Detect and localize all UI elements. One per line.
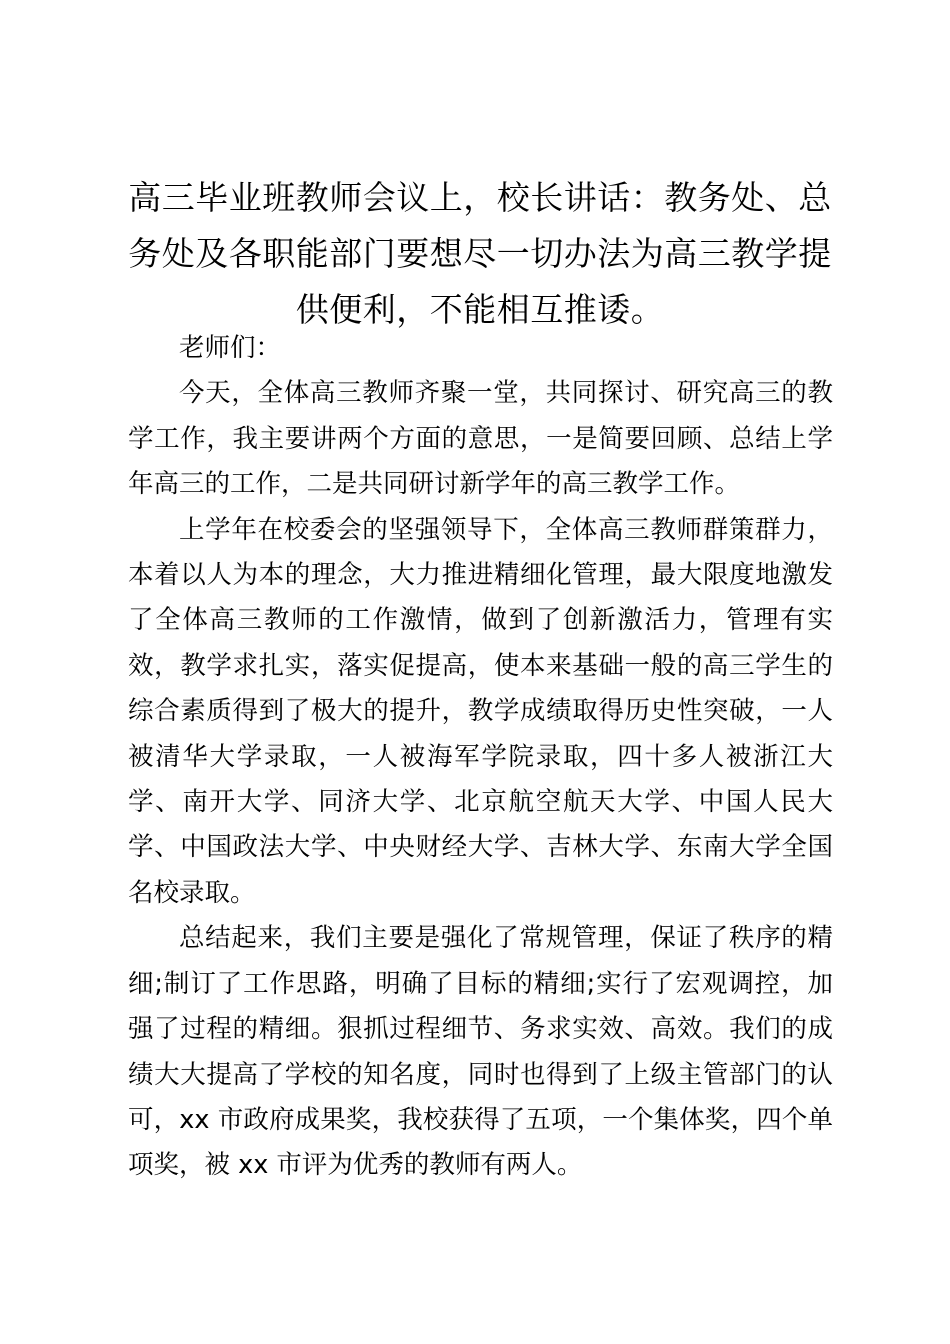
paragraph-3: 总结起来，我们主要是强化了常规管理，保证了秩序的精细;制订了工作思路，明确了目标的精细;实行了宏观调控，加强了过程的精细。狠抓过程细节、务求实效、高效。我们的成绩大大提高了学校的知名度，同时也得到了上级主管部门的认可，xx 市政府成果奖，我校获得了五项，一个集体奖，四个单项奖，被 xx 市评为优秀的教师有两人。	[128, 923, 833, 1181]
paragraph-2: 上学年在校委会的坚强领导下，全体高三教师群策群力，本着以人为本的理念，大力推进精细化管理，最大限度地激发了全体高三教师的工作激情，做到了创新激活力，管理有实效，教学求扎实，落实促提高，使本来基础一般的高三学生的综合素质得到了极大的提升，教学成绩取得历史性突破，一人被清华大学录取，一人被海军学院录取，四十多人被浙江大学、南开大学、同济大学、北京航空航天大学、中国人民大学、中国政法大学、中央财经大学、吉林大学、东南大学全国名校录取。	[128, 514, 833, 908]
document-title: 高三毕业班教师会议上，校长讲话：教务处、总务处及各职能部门要想尽一切办法为高三教学提供便利，不能相互推诿。	[128, 178, 832, 329]
salutation: 老师们：	[179, 333, 282, 363]
document-body	[128, 326, 833, 1189]
paragraph-1: 今天，全体高三教师齐聚一堂，共同探讨、研究高三的教学工作，我主要讲两个方面的意思，一是简要回顾、总结上学年高三的工作，二是共同研讨新学年的高三教学工作。	[128, 378, 833, 500]
